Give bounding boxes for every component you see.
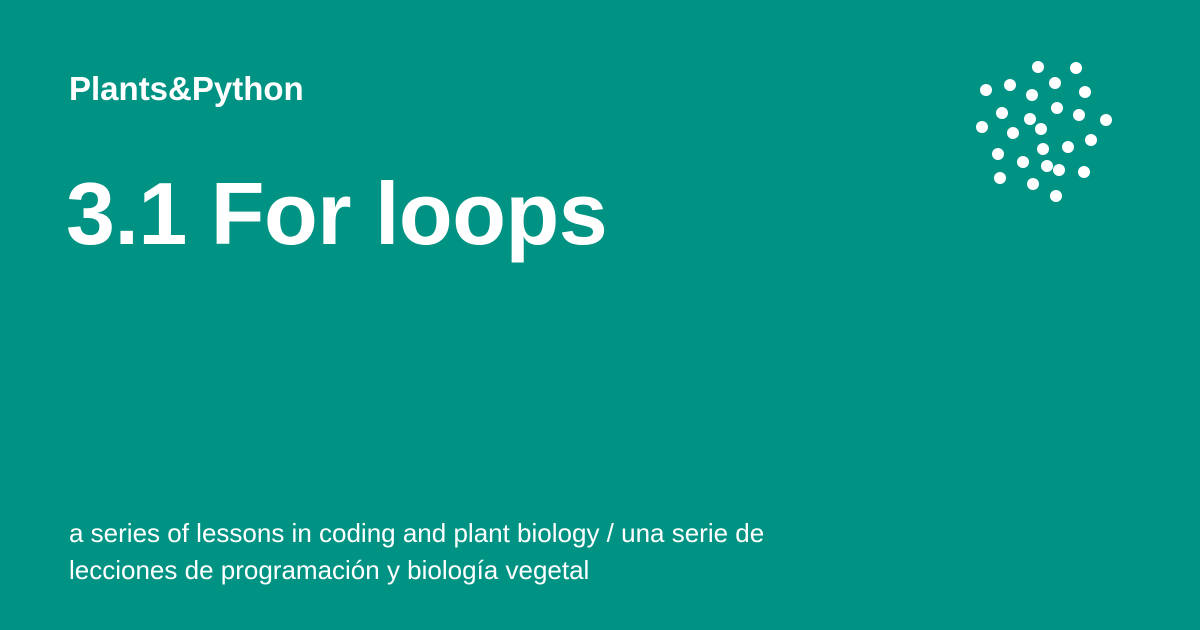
logo-dot (1078, 166, 1090, 178)
lesson-title: 3.1 For loops (66, 164, 608, 263)
logo-dot (976, 121, 988, 133)
logo-dot (992, 148, 1004, 160)
logo-dot (996, 107, 1008, 119)
logo-dot (1004, 79, 1016, 91)
tagline: a series of lessons in coding and plant biology / una serie de lecciones de programación y biología vegetal (69, 518, 765, 585)
logo-dot (1049, 77, 1061, 89)
dot-cluster-icon (960, 50, 1130, 210)
site-name: Plants&Python (69, 70, 304, 107)
logo-dot (1026, 89, 1038, 101)
logo-dot (1073, 109, 1085, 121)
logo-dot (1037, 143, 1049, 155)
logo-dot (1032, 61, 1044, 73)
logo-dot (1100, 114, 1112, 126)
logo-dot (1027, 178, 1039, 190)
logo-dot (1062, 141, 1074, 153)
logo-dot (1085, 134, 1097, 146)
logo-dot (1079, 86, 1091, 98)
logo-dot (980, 84, 992, 96)
logo-dot (1053, 164, 1065, 176)
logo-dot (994, 172, 1006, 184)
logo-dot (1024, 113, 1036, 125)
logo-dot (1007, 127, 1019, 139)
logo-dot (1050, 190, 1062, 202)
logo-dot (1017, 156, 1029, 168)
logo-dot (1041, 160, 1053, 172)
logo-dot (1051, 102, 1063, 114)
logo-dot (1070, 62, 1082, 74)
logo-dot (1035, 123, 1047, 135)
